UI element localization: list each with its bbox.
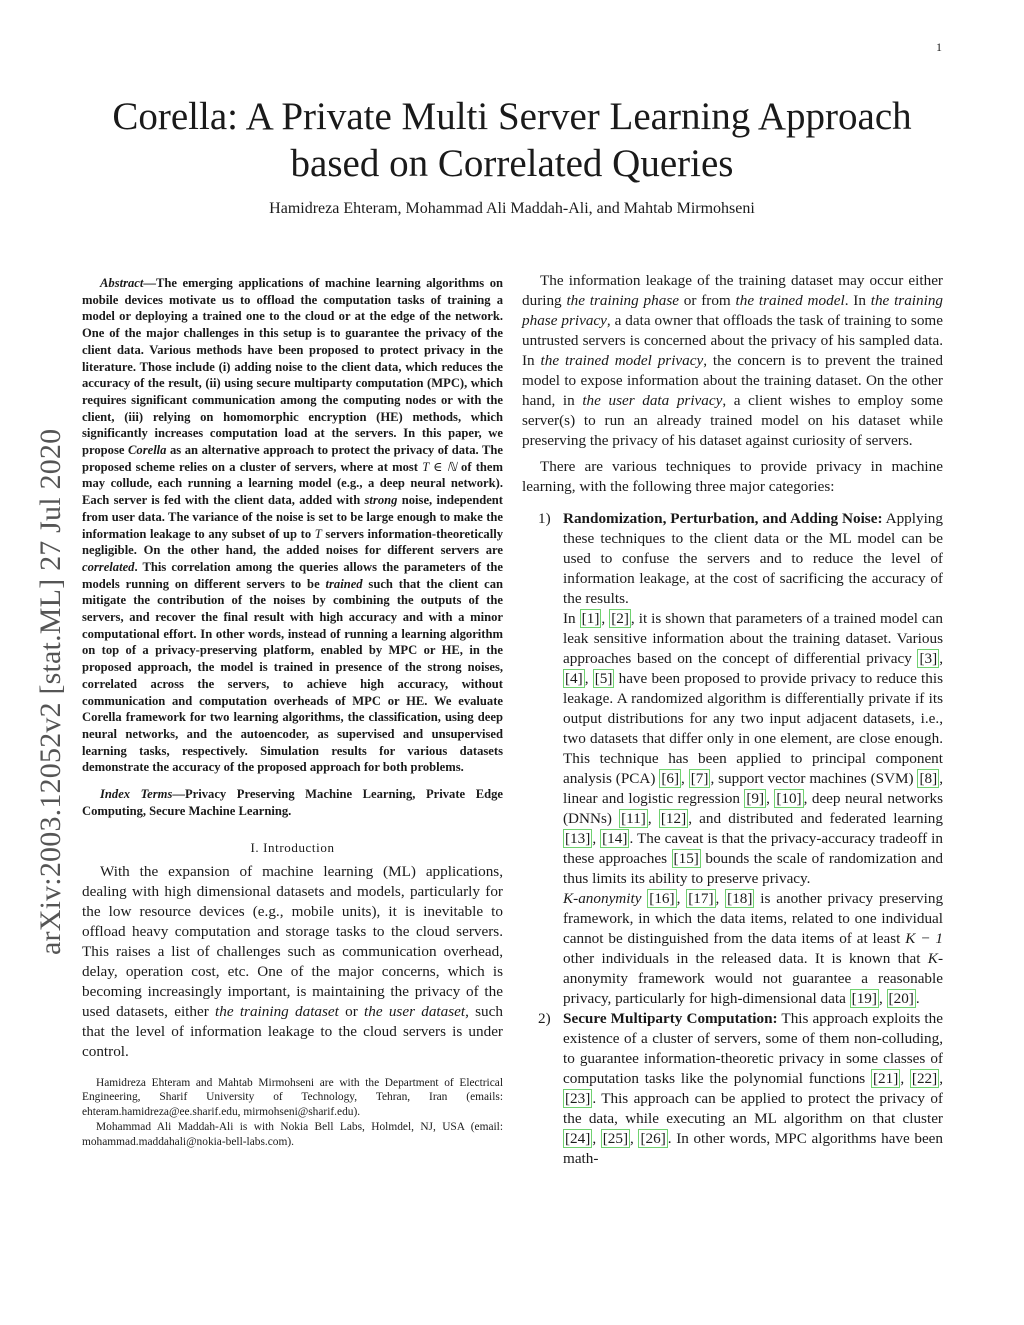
footnote-affiliation-sharif: Hamidreza Ehteram and Mahtab Mirmohseni are with the Department of Electrical Engineering, Sharif University of Technology, Tehran, Iran (emails: ehteram.hamidreza@ee.sharif.edu, mirmohseni@sharif.edu). [82,1076,503,1119]
citation-link[interactable]: [17] [688,890,714,907]
title-line-2: based on Correlated Queries [290,142,734,185]
abstract: Abstract—The emerging applications of machine learning algorithms on mobile devices motivate us to offload the computation tasks of training a model or deploying a trained one to the cloud or at the edge of the network. One of the major challenges in this setup is to guarantee the privacy of the client data. Various methods have been proposed to protect privacy in the literature. Those include (i) adding noise to the client data, which reduces the accuracy of the result, (ii) using secure multiparty computation (MPC), which requires significant communication among the computing nodes or with the client, (iii) relying on homomorphic encryption (HE) methods, which significantly increases computation load at the servers. In this paper, we propose Corella as an alternative approach to protect the privacy of data. The proposed scheme relies on a cluster of servers, where at most T ∈ ℕ of them may collude, each running a learning model (e.g., a deep neural network). Each server is fed with the client data, added with strong noise, independent from user data. The variance of the noise is set to be large enough to make the information leakage to any subset of up to T servers information-theoretically negligible. On the other hand, the added noises for different servers are correlated. This correlation among the queries allows the parameters of the models running on different servers to be trained such that the client can mitigate the contribution of the noises by combining the outputs of the servers, and recover the final result with high accuracy and with a minor computational effort. In other words, instead of running a learning algorithm on top of a privacy-preserving platform, enabled by MPC or HE, in the proposed approach, the model is trained in presence of the strong noises, correlated across the servers, to achieve high accuracy, without communication and computation overheads of MPC or HE. We evaluate Corella framework for two learning algorithms, the classification, using deep neural networks, and the autoencoder, as supervised and unsupervised learning tasks, respectively. Simulation results for various datasets demonstrate the accuracy of the proposed approach for both problems. [82,276,504,775]
left-column [82,275,503,1149]
list-number: 1) [538,510,551,527]
citation-link[interactable]: [22] [911,1070,938,1087]
citation-link[interactable]: [12] [660,810,687,827]
index-terms: Index Terms—Privacy Preserving Machine Learning, Private Edge Computing, Secure Machine Learning. [82,787,503,818]
citation-link[interactable]: [10] [776,790,802,807]
title-line-1: Corella: A Private Multi Server Learning Approach [112,95,912,138]
list-number: 2) [538,1010,551,1027]
citation-link[interactable]: [7] [690,770,709,787]
author-list: Hamidreza Ehteram, Mohammad Ali Maddah-Ali, and Mahtab Mirmohseni [269,200,755,217]
citation-link[interactable]: [1] [581,610,600,627]
leakage-paragraph: The information leakage of the training dataset may occur either during the training phase or from the trained model. In the training phase privacy, a data owner that offloads the task of training to some untrusted servers is concerned about the privacy of his sampled data. In the trained model privacy, the concern is to prevent the trained model to expose information about the training dataset. On the other hand, in the user data privacy, a client wishes to employ some server(s) to run an already trained model on his dataset while preserving the privacy of his dataset against curiosity of servers. [522,272,944,449]
list-item-text: In [1] , [2] , it is shown that parameters of a trained model can leak sensitive information about the training dataset. Various approaches based on the concept of differential privacy [3] , [4] , [5] have been proposed to provide privacy to reduce this leakage. A randomized algorithm is differentially private if its output distributions for any two input adjacent datasets, i.e., two datasets that differ only in one element, are close enough. This technique has been applied to principal component analysis (PCA) [6] , [7] , support vector machines (SVM) [8] , linear and logistic regression [9] , [10] , deep neural networks (DNNs) [11] , [12] , and distributed and federated learning [13] , [14] . The caveat is that the privacy-accuracy tradeoff in these approaches [15] bounds the scale of randomization and thus limits its ability to preserve privacy. [563,610,944,887]
citation-link[interactable]: [3] [919,650,938,667]
footnote-affiliation-nokia: Mohammad Ali Maddah-Ali is with Nokia Bell Labs, Holmdel, NJ, USA (email: mohammad.maddahali@nokia-bell-labs.com). [82,1120,503,1148]
footnotes [82,1076,503,1150]
citation-link[interactable]: [6] [661,770,680,787]
intro-paragraph: With the expansion of machine learning (ML) applications, dealing with high dimensional datasets and models, particularly for the low resource devices (e.g., mobile units), it is inevitable to offload heavy computation and storage tasks to the cloud servers. This raises a list of challenges such as communication overhead, delay, operation cost, etc. One of the major concerns, which is becoming increasingly important, is maintaining the privacy of the used datasets, either the training dataset or the user dataset, such that the level of information leakage to the cloud servers is under control. [82,862,503,1060]
list-item-text: Secure Multiparty Computation: This approach exploits the existence of a cluster of servers, some of them non-colluding, to guarantee information-theoretic privacy in some classes of computation tasks like the polynomial functions [21] , [22] , [23] . This approach can be applied to protect the privacy of the data, while executing an ML algorithm on that cluster [24] , [25] , [26] . In other words, MPC algorithms have been math- [563,1010,944,1167]
citation-link[interactable]: [14] [602,830,628,847]
citation-link[interactable]: [25] [602,1130,629,1147]
citation-link[interactable]: [4] [565,670,583,687]
citation-link[interactable]: [8] [919,770,938,787]
list-item-text: Randomization, Perturbation, and Adding Noise: Applying these techniques to the client data or the ML model can be used to confuse the servers and to reduce the level of information leakage, at the cost of sacrificing the accuracy of the results. [563,510,943,607]
citation-link[interactable]: [21] [873,1070,899,1087]
citation-link[interactable]: [2] [611,610,629,627]
citation-link[interactable]: [18] [727,890,753,907]
section-heading-introduction: I. Introduction [250,839,335,855]
list-item [522,509,943,1009]
list-item [522,1009,943,1169]
citation-link[interactable]: [26] [640,1130,666,1147]
abstract-label: Abstract [100,276,144,290]
citation-link[interactable]: [11] [621,810,646,827]
page-number: 1 [936,40,942,54]
citation-link[interactable]: [16] [649,890,675,907]
citation-link[interactable]: [20] [888,990,914,1007]
techniques-paragraph: There are various techniques to provide privacy in machine learning, with the following three major categories: [522,458,943,495]
citation-link[interactable]: [13] [565,830,591,847]
citation-link[interactable]: [23] [565,1090,591,1107]
citation-link[interactable]: [19] [851,990,877,1007]
paper-title [60,93,964,187]
citation-link[interactable]: [15] [673,850,699,867]
technique-list [522,509,943,1169]
arxiv-identifier: arXiv:2003.12052v2 [stat.ML] 27 Jul 2020 [34,428,67,955]
citation-link[interactable]: [9] [746,790,765,807]
citation-link[interactable]: [24] [565,1130,591,1147]
right-column [522,271,943,1169]
citation-link[interactable]: [5] [594,670,613,687]
list-item-text: K-anonymity [16] , [17] , [18] is another privacy preserving framework, in which the data items, related to one individual cannot be distinguished from the data items of at least K − 1 other individuals in the released data. It is known that K-anonymity framework would not guarantee a reasonable privacy, particularly for high-dimensional data [19] , [20] . [563,890,944,1007]
index-terms-label: Index Terms [100,787,173,802]
